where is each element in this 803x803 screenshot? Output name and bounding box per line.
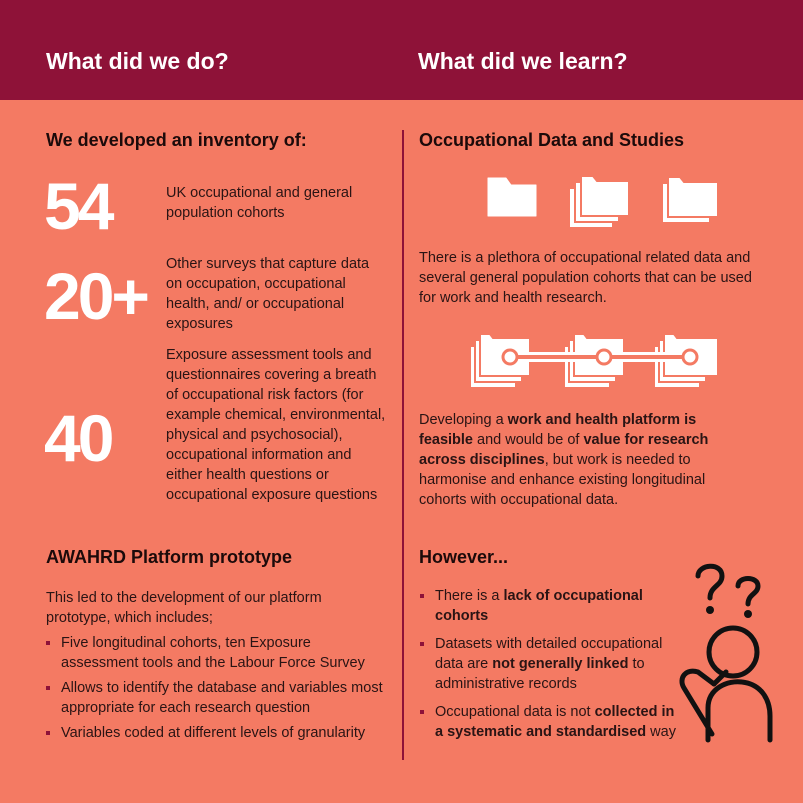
inventory-title: We developed an inventory of: (46, 130, 307, 150)
linked-folders-icon (468, 330, 724, 390)
bullet-bold: lack of occupational cohorts (435, 588, 643, 624)
feasibility-part: Developing a (419, 412, 508, 428)
platform-feasibility-text (419, 410, 749, 510)
however-bullets (420, 586, 682, 747)
bullet-bold: not generally linked (492, 656, 629, 672)
platform-bullet: Five longitudinal cohorts, ten Exposure assessment tools and the Labour Force Survey (46, 633, 391, 673)
feasibility-bold: work and health platform is feasible (419, 412, 697, 448)
folder-icon (486, 176, 538, 218)
however-bullet (420, 702, 682, 742)
bullet-text: There is a (435, 588, 504, 604)
platform-bullet: Allows to identify the database and variables most appropriate for each research question (46, 678, 391, 718)
bullet-text: Datasets with detailed occupational data are (435, 636, 663, 672)
folder-stack-icon (567, 174, 631, 230)
stat-number-surveys: 20+ (44, 259, 147, 333)
however-title: However... (419, 547, 509, 567)
thinking-person-icon (678, 558, 788, 748)
bullet-text: Occupational data is not (435, 704, 595, 720)
platform-intro: This led to the development of our platform prototype, which includes; (46, 590, 322, 626)
bullet-text: to administrative records (435, 656, 645, 692)
stat-number-cohorts: 54 (44, 169, 112, 243)
stat-number-tools: 40 (44, 401, 112, 475)
bullet-bold: collected in a systematic and standardised (435, 704, 675, 740)
feasibility-bold: value for research across disciplines (419, 432, 709, 468)
feasibility-part: and would be of (473, 432, 584, 448)
stat-text-cohorts: UK occupational and general population cohorts (166, 185, 353, 221)
folder-stack-icon (660, 175, 720, 225)
left-header-title: What did we do? (46, 48, 229, 74)
platform-bullet: Variables coded at different levels of granularity (46, 723, 391, 743)
platform-title: AWAHRD Platform prototype (46, 547, 293, 567)
feasibility-part: , but work is needed to harmonise and enhance existing longitudinal cohorts with occupational data. (419, 452, 706, 508)
column-divider (402, 130, 404, 760)
however-bullet (420, 634, 682, 694)
stat-text-tools: Exposure assessment tools and questionnaires covering a breath of occupational risk factors (for example chemical, environmental, physical and psychosocial), occupational information and either health questions or occupational exposure questions (166, 347, 386, 503)
bullet-text: way (646, 724, 676, 740)
platform-bullets (46, 633, 391, 748)
studies-text: There is a plethora of occupational related data and several general population cohorts that can be used for work and health research. (419, 250, 752, 306)
studies-title: Occupational Data and Studies (419, 130, 685, 150)
stat-text-surveys: Other surveys that capture data on occupation, occupational health, and/ or occupational exposures (166, 256, 370, 332)
however-bullet (420, 586, 682, 626)
right-header-title: What did we learn? (418, 48, 628, 74)
